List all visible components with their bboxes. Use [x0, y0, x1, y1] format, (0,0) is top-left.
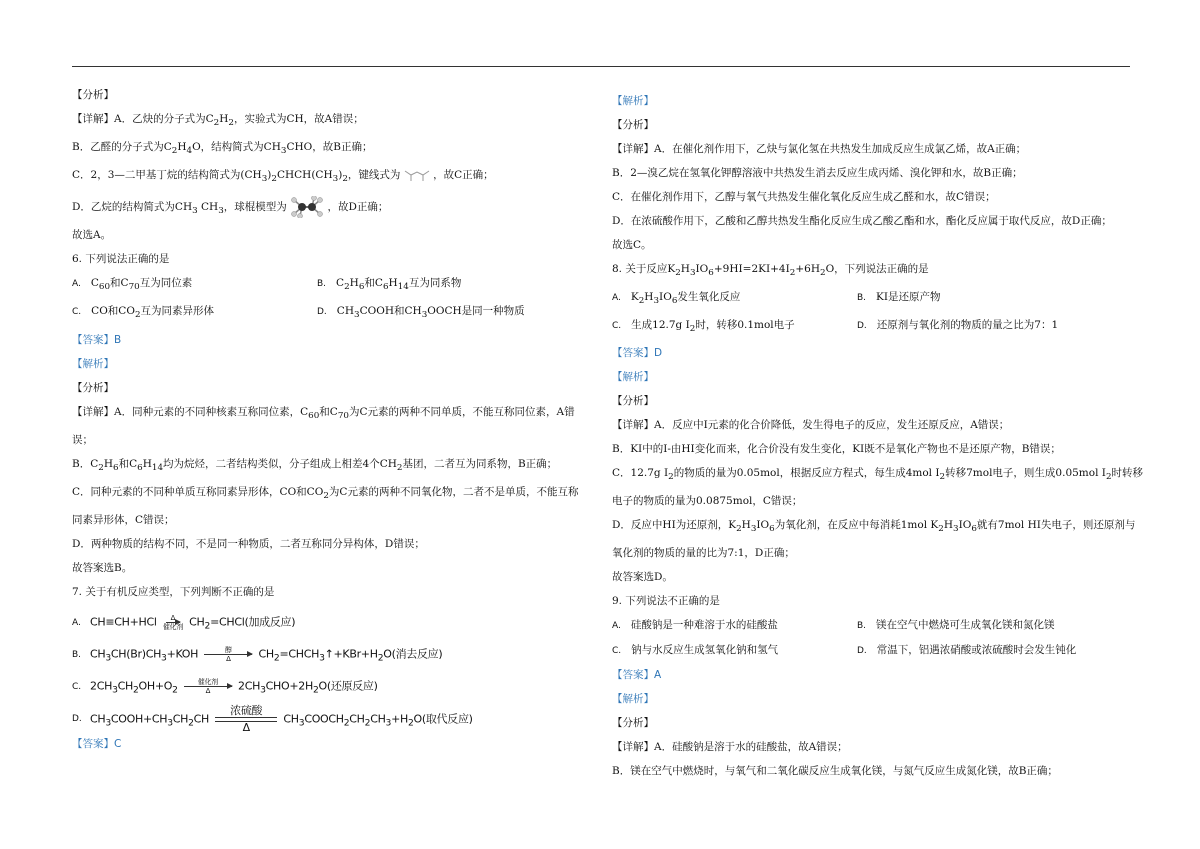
option-8a: A. $K_2H_3IO_6$发生氧化反应 [612, 291, 741, 307]
option-8d: D. 还原剂与氧化剂的物质的量之比为7：1 [857, 319, 1059, 332]
question-7-stem: 7. 关于有机反应类型，下列判断不正确的是 [72, 585, 275, 598]
explanation-7-heading: 【解析】 [612, 95, 654, 107]
conclusion-7: 故选C。 [612, 239, 652, 251]
detail-7-b: B．2—溴乙烷在氢氧化钾醇溶液中共热发生消去反应生成丙烯、溴化钾和水，故B正确； [612, 167, 1023, 179]
detail-8-c-cont: 电子的物质的量为0.0875mol，C错误； [612, 495, 803, 508]
question-8-options-row-1 [612, 290, 1137, 309]
question-9-options-row-2 [612, 643, 1137, 659]
analysis-heading: 【分析】 [72, 89, 114, 101]
conclusion-8: 故答案选D。 [612, 571, 673, 584]
detail-8-c: C．12.7g $I_2$的物质的量为0.05mol，根据反应方程式，每生成4mol $I_2$转移7mol电子，则生成0.05mol $I_2$时转移 [612, 467, 1144, 483]
detail-9-b: B．镁在空气中燃烧时，与氧气和二氧化碳反应生成氧化镁，与氮气反应生成氮化镁，故B正确； [612, 765, 1058, 778]
question-9-options-row-1 [612, 618, 1137, 634]
option-7a: A. CH≡CH+HCl Δ 催化剂 $CH_2=CHCl$(加成反应) [72, 614, 296, 632]
question-6-stem: 6. 下列说法正确的是 [72, 253, 170, 266]
conclusion-6: 故答案选B。 [72, 561, 133, 574]
explanation-6-heading: 【解析】 [72, 357, 114, 370]
explanation-9-heading: 【解析】 [612, 693, 654, 706]
option-9d: D. 常温下，铝遇浓硝酸或浓硫酸时会发生钝化 [857, 644, 1077, 657]
detail-8-d: D．反应中HI为还原剂，$K_2H_3IO_6$为氧化剂，在反应中每消耗1mol $K_2H_3IO_6$就有7mol HI失电子，则还原剂与 [612, 519, 1136, 535]
detail-8-a: 【详解】A．反应中I元素的化合价降低，发生得电子的反应，发生还原反应，A错误； [612, 419, 1010, 432]
ball-stick-model-icon [290, 196, 324, 218]
analysis-6-heading: 【分析】 [72, 381, 114, 394]
detail-6-b: B．$C_2H_6$和$C_6H_{14}$均为烷烃，二者结构类似，分子组成上相差4个$CH_2$基团，二者互为同系物，B正确； [72, 457, 558, 473]
reaction-arrow: Δ 催化剂 [162, 614, 183, 631]
detail-line-b: B．乙醛的分子式为$C_2H_4O$，结构简式为$CH_3CHO$，故B正确； [72, 141, 373, 157]
right-column [612, 94, 1144, 788]
option-7c: C. $2CH_3CH_2OH+O_2$ 催化剂 Δ $2CH_3CHO+2H_2O$(还原反应) [72, 678, 378, 696]
question-9-stem: 9. 下列说法不正确的是 [612, 595, 720, 608]
answer-7: 【答案】C [72, 737, 122, 750]
detail-line-a: 【详解】A．乙炔的分子式为$C_2H_2$，实验式为CH，故A错误； [72, 113, 364, 129]
question-6-options-row-1 [72, 276, 597, 295]
option-6b: B. $C_2H_6$和$C_6H_{14}$互为同系物 [317, 277, 462, 293]
answer-9: 【答案】A [612, 669, 662, 682]
skeletal-formula-icon [404, 168, 430, 182]
left-column [72, 88, 597, 761]
detail-7-d: D．在浓硫酸作用下，乙酸和乙醇共热发生酯化反应生成乙酸乙酯和水，酯化反应属于取代反应，故D正确； [612, 215, 1112, 227]
option-6a: A. $C_{60}$和$C_{70}$互为同位素 [72, 277, 193, 293]
option-8b: B. KI是还原产物 [857, 291, 941, 304]
answer-8: 【答案】D [612, 347, 663, 360]
detail-6-c-cont: 同素异形体，C错误； [72, 513, 175, 526]
option-7b: B. $CH_3CH(Br)CH_3+KOH$ 醇 Δ $CH_2=CHCH_3↑+KBr+H_2O$(消去反应) [72, 646, 443, 664]
detail-line-d: D．乙烷的结构简式为$CH_3$ $CH_3$，球棍模型为 ，故D正确； [72, 196, 597, 219]
conclusion-line: 故选A。 [72, 229, 112, 242]
detail-8-d-cont: 氧化剂的物质的量的比为7:1，D正确； [612, 547, 795, 560]
detail-7-c: C．在催化剂作用下，乙醇与氧气共热发生催化氧化反应生成乙醛和水，故C错误； [612, 191, 996, 203]
option-9a: A. 硅酸钠是一种难溶于水的硅酸盐 [612, 619, 778, 632]
analysis-8-heading: 【分析】 [612, 395, 654, 408]
detail-9-a: 【详解】A．硅酸钠是溶于水的硅酸盐，故A错误； [612, 741, 848, 754]
analysis-9-heading: 【分析】 [612, 717, 654, 730]
option-7d: D. $CH_3COOH+CH_3CH_2CH$ 浓硫酸 Δ $CH_3COOCH_2CH_2CH_3+H_2O$(取代反应) [72, 704, 473, 735]
analysis-7-heading: 【分析】 [612, 119, 654, 131]
reaction-arrow: 醇 Δ [204, 646, 252, 663]
question-8-stem: 8. 关于反应$K_2H_3IO_6+9HI=2KI+4I_2+6H_2O$，下列说法正确的是 [612, 263, 929, 279]
header-rule [72, 66, 1130, 67]
option-9c: C. 钠与水反应生成氢氧化钠和氢气 [612, 644, 779, 657]
detail-6-a: 【详解】A．同种元素的不同种核素互称同位素，$C_{60}$和$C_{70}$为C元素的两种不同单质，不能互称同位素，A错 [72, 405, 575, 421]
question-8-options-row-2 [612, 318, 1137, 337]
detail-8-b: B．KI中的I-由HI变化而来，化合价没有发生变化，KI既不是氧化产物也不是还原产物，B错误； [612, 443, 1061, 456]
question-6-options-row-2 [72, 304, 597, 323]
detail-line-c: C．2，3—二甲基丁烷的结构简式为$(CH_3)_2CHCH(CH_3)_2$，键线式为 ，故C正确； [72, 169, 494, 185]
option-6c: C. CO和$CO_2$互为同素异形体 [72, 305, 215, 321]
reversible-arrow: 浓硫酸 Δ [215, 705, 277, 734]
detail-6-a-cont: 误； [72, 433, 93, 446]
option-8c: C. 生成12.7g $I_2$时，转移0.1mol电子 [612, 319, 795, 335]
reaction-arrow: 催化剂 Δ [184, 678, 232, 695]
detail-7-a: 【详解】A．在催化剂作用下，乙炔与氯化氢在共热发生加成反应生成氯乙烯，故A正确； [612, 143, 1027, 155]
explanation-8-heading: 【解析】 [612, 371, 654, 384]
detail-6-d: D．两种物质的结构不同，不是同一种物质，二者互称同分异构体，D错误； [72, 537, 425, 550]
detail-6-c: C．同种元素的不同种单质互称同素异形体，CO和$CO_2$为C元素的两种不同氧化物，二者不是单质，不能互称 [72, 485, 579, 501]
answer-6: 【答案】B [72, 333, 122, 346]
option-9b: B. 镁在空气中燃烧可生成氧化镁和氮化镁 [857, 619, 1055, 632]
option-6d: D. $CH_3COOH$和$CH_3OOCH$是同一种物质 [317, 305, 525, 321]
